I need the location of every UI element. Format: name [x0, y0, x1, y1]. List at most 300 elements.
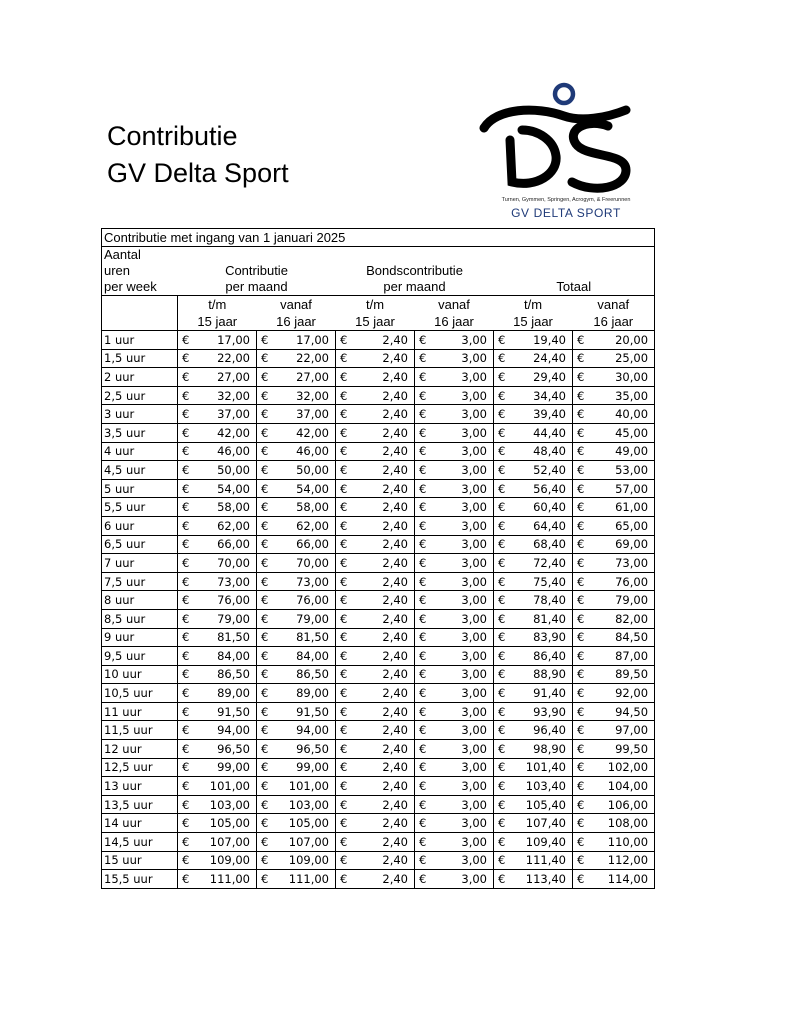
currency-symbol: € [573, 647, 591, 666]
amount-cell: 20,00 [591, 331, 655, 350]
amount-cell: 82,00 [591, 609, 655, 628]
currency-symbol: € [336, 609, 354, 628]
amount-cell: 45,00 [591, 423, 655, 442]
table-row [102, 740, 655, 759]
table-row [102, 684, 655, 703]
amount-cell: 3,00 [433, 870, 494, 889]
amount-cell: 109,40 [512, 833, 573, 852]
table-row [102, 702, 655, 721]
amount-cell: 105,40 [512, 795, 573, 814]
amount-cell: 2,40 [354, 349, 415, 368]
table-row [102, 647, 655, 666]
amount-cell: 2,40 [354, 516, 415, 535]
table-row [102, 461, 655, 480]
row-label: 15 uur [102, 851, 178, 870]
subheader-age-15: 15 jaar [336, 313, 415, 331]
amount-cell: 107,00 [275, 833, 336, 852]
table-row [102, 331, 655, 350]
amount-cell: 64,40 [512, 516, 573, 535]
currency-symbol: € [257, 609, 275, 628]
amount-cell: 70,00 [275, 554, 336, 573]
header-bonds-period: per maand [336, 279, 494, 296]
currency-symbol: € [494, 702, 512, 721]
currency-symbol: € [178, 833, 196, 852]
currency-symbol: € [336, 331, 354, 350]
amount-cell: 2,40 [354, 740, 415, 759]
subheader-vanaf: vanaf [280, 297, 312, 312]
currency-symbol: € [573, 349, 591, 368]
amount-cell: 2,40 [354, 647, 415, 666]
currency-symbol: € [573, 535, 591, 554]
amount-cell: 66,00 [196, 535, 257, 554]
currency-symbol: € [573, 721, 591, 740]
amount-cell: 105,00 [275, 814, 336, 833]
currency-symbol: € [178, 461, 196, 480]
row-label: 3 uur [102, 405, 178, 424]
currency-symbol: € [494, 684, 512, 703]
currency-symbol: € [336, 479, 354, 498]
currency-symbol: € [494, 870, 512, 889]
table-row [102, 423, 655, 442]
currency-symbol: € [494, 368, 512, 387]
currency-symbol: € [336, 386, 354, 405]
currency-symbol: € [336, 870, 354, 889]
amount-cell: 58,00 [196, 498, 257, 517]
table-row [102, 516, 655, 535]
currency-symbol: € [257, 777, 275, 796]
row-label: 14 uur [102, 814, 178, 833]
currency-symbol: € [257, 554, 275, 573]
row-label: 15,5 uur [102, 870, 178, 889]
currency-symbol: € [415, 777, 433, 796]
amount-cell: 76,00 [591, 572, 655, 591]
amount-cell: 57,00 [591, 479, 655, 498]
subheader-age-15: 15 jaar [494, 313, 573, 331]
amount-cell: 89,00 [275, 684, 336, 703]
amount-cell: 79,00 [591, 591, 655, 610]
amount-cell: 30,00 [591, 368, 655, 387]
amount-cell: 3,00 [433, 554, 494, 573]
contribution-table [101, 228, 655, 889]
currency-symbol: € [573, 684, 591, 703]
row-label: 11,5 uur [102, 721, 178, 740]
currency-symbol: € [494, 665, 512, 684]
amount-cell: 50,00 [196, 461, 257, 480]
subheader-tm: t/m [365, 297, 385, 312]
row-label: 6,5 uur [102, 535, 178, 554]
subheader-tm: t/m [208, 297, 227, 312]
amount-cell: 2,40 [354, 721, 415, 740]
currency-symbol: € [257, 331, 275, 350]
currency-symbol: € [336, 516, 354, 535]
currency-symbol: € [336, 795, 354, 814]
row-label: 7 uur [102, 554, 178, 573]
row-header-line2: uren [102, 263, 178, 279]
currency-symbol: € [178, 814, 196, 833]
amount-cell: 113,40 [512, 870, 573, 889]
row-label: 8 uur [102, 591, 178, 610]
currency-symbol: € [257, 442, 275, 461]
row-label: 14,5 uur [102, 833, 178, 852]
currency-symbol: € [573, 554, 591, 573]
currency-symbol: € [415, 609, 433, 628]
amount-cell: 3,00 [433, 516, 494, 535]
amount-cell: 81,50 [275, 628, 336, 647]
currency-symbol: € [257, 591, 275, 610]
table-row [102, 814, 655, 833]
amount-cell: 104,00 [591, 777, 655, 796]
amount-cell: 3,00 [433, 777, 494, 796]
amount-cell: 94,00 [275, 721, 336, 740]
amount-cell: 39,40 [512, 405, 573, 424]
currency-symbol: € [178, 331, 196, 350]
table-row [102, 535, 655, 554]
currency-symbol: € [178, 684, 196, 703]
currency-symbol: € [178, 609, 196, 628]
amount-cell: 3,00 [433, 721, 494, 740]
currency-symbol: € [257, 405, 275, 424]
amount-cell: 109,00 [275, 851, 336, 870]
currency-symbol: € [573, 628, 591, 647]
delta-sport-logo [476, 70, 656, 225]
currency-symbol: € [415, 442, 433, 461]
currency-symbol: € [415, 349, 433, 368]
currency-symbol: € [494, 442, 512, 461]
amount-cell: 69,00 [591, 535, 655, 554]
currency-symbol: € [336, 405, 354, 424]
currency-symbol: € [178, 758, 196, 777]
currency-symbol: € [494, 479, 512, 498]
currency-symbol: € [573, 498, 591, 517]
table-row [102, 554, 655, 573]
row-label: 9,5 uur [102, 647, 178, 666]
amount-cell: 3,00 [433, 833, 494, 852]
page-subtitle: GV Delta Sport [107, 158, 289, 188]
currency-symbol: € [336, 758, 354, 777]
currency-symbol: € [494, 833, 512, 852]
currency-symbol: € [336, 535, 354, 554]
amount-cell: 101,00 [275, 777, 336, 796]
currency-symbol: € [494, 405, 512, 424]
currency-symbol: € [336, 554, 354, 573]
currency-symbol: € [415, 833, 433, 852]
currency-symbol: € [178, 386, 196, 405]
row-label: 9 uur [102, 628, 178, 647]
amount-cell: 3,00 [433, 405, 494, 424]
currency-symbol: € [573, 405, 591, 424]
table-row [102, 851, 655, 870]
amount-cell: 37,00 [196, 405, 257, 424]
table-row [102, 795, 655, 814]
amount-cell: 84,50 [591, 628, 655, 647]
currency-symbol: € [415, 368, 433, 387]
amount-cell: 103,00 [275, 795, 336, 814]
amount-cell: 87,00 [591, 647, 655, 666]
gymnast-logo-icon [476, 70, 656, 200]
currency-symbol: € [178, 721, 196, 740]
currency-symbol: € [415, 851, 433, 870]
amount-cell: 2,40 [354, 684, 415, 703]
amount-cell: 73,00 [591, 554, 655, 573]
amount-cell: 25,00 [591, 349, 655, 368]
amount-cell: 35,00 [591, 386, 655, 405]
currency-symbol: € [415, 423, 433, 442]
amount-cell: 3,00 [433, 628, 494, 647]
amount-cell: 2,40 [354, 870, 415, 889]
table-row [102, 665, 655, 684]
amount-cell: 94,00 [196, 721, 257, 740]
amount-cell: 2,40 [354, 758, 415, 777]
currency-symbol: € [573, 740, 591, 759]
amount-cell: 3,00 [433, 368, 494, 387]
currency-symbol: € [336, 442, 354, 461]
amount-cell: 19,40 [512, 331, 573, 350]
currency-symbol: € [415, 591, 433, 610]
amount-cell: 2,40 [354, 479, 415, 498]
amount-cell: 60,40 [512, 498, 573, 517]
currency-symbol: € [257, 758, 275, 777]
subheader-age-15: 15 jaar [178, 313, 257, 331]
amount-cell: 61,00 [591, 498, 655, 517]
currency-symbol: € [178, 498, 196, 517]
currency-symbol: € [336, 591, 354, 610]
currency-symbol: € [573, 795, 591, 814]
currency-symbol: € [257, 461, 275, 480]
amount-cell: 107,40 [512, 814, 573, 833]
amount-cell: 34,40 [512, 386, 573, 405]
amount-cell: 2,40 [354, 572, 415, 591]
table-row [102, 498, 655, 517]
table-row [102, 591, 655, 610]
amount-cell: 78,40 [512, 591, 573, 610]
subheader-vanaf: vanaf [573, 296, 655, 314]
amount-cell: 2,40 [354, 423, 415, 442]
amount-cell: 3,00 [433, 572, 494, 591]
currency-symbol: € [178, 572, 196, 591]
amount-cell: 86,50 [196, 665, 257, 684]
currency-symbol: € [415, 572, 433, 591]
currency-symbol: € [257, 516, 275, 535]
row-label: 3,5 uur [102, 423, 178, 442]
currency-symbol: € [415, 554, 433, 573]
currency-symbol: € [573, 572, 591, 591]
amount-cell: 109,00 [196, 851, 257, 870]
currency-symbol: € [257, 498, 275, 517]
currency-symbol: € [494, 609, 512, 628]
currency-symbol: € [336, 665, 354, 684]
amount-cell: 66,00 [275, 535, 336, 554]
currency-symbol: € [494, 516, 512, 535]
currency-symbol: € [178, 647, 196, 666]
currency-symbol: € [415, 795, 433, 814]
currency-symbol: € [573, 702, 591, 721]
amount-cell: 111,40 [512, 851, 573, 870]
amount-cell: 106,00 [591, 795, 655, 814]
subheader-tm: t/m [523, 297, 543, 312]
amount-cell: 102,00 [591, 758, 655, 777]
subheader-age-16: 16 jaar [257, 313, 336, 331]
currency-symbol: € [494, 851, 512, 870]
amount-cell: 17,00 [196, 331, 257, 350]
amount-cell: 3,00 [433, 498, 494, 517]
amount-cell: 111,00 [196, 870, 257, 889]
currency-symbol: € [336, 498, 354, 517]
amount-cell: 2,40 [354, 851, 415, 870]
amount-cell: 46,00 [196, 442, 257, 461]
table-row [102, 758, 655, 777]
currency-symbol: € [573, 851, 591, 870]
currency-symbol: € [336, 572, 354, 591]
currency-symbol: € [336, 368, 354, 387]
currency-symbol: € [494, 386, 512, 405]
table-row [102, 368, 655, 387]
currency-symbol: € [415, 498, 433, 517]
currency-symbol: € [415, 758, 433, 777]
currency-symbol: € [573, 368, 591, 387]
table-row [102, 833, 655, 852]
amount-cell: 83,90 [512, 628, 573, 647]
amount-cell: 2,40 [354, 702, 415, 721]
header-totaal: Totaal [494, 279, 655, 296]
currency-symbol: € [415, 628, 433, 647]
row-label: 6 uur [102, 516, 178, 535]
currency-symbol: € [494, 554, 512, 573]
currency-symbol: € [257, 368, 275, 387]
amount-cell: 3,00 [433, 591, 494, 610]
row-label: 2,5 uur [102, 386, 178, 405]
amount-cell: 3,00 [433, 758, 494, 777]
currency-symbol: € [415, 684, 433, 703]
table-row [102, 870, 655, 889]
amount-cell: 96,40 [512, 721, 573, 740]
amount-cell: 42,00 [275, 423, 336, 442]
currency-symbol: € [494, 591, 512, 610]
currency-symbol: € [494, 572, 512, 591]
amount-cell: 96,50 [275, 740, 336, 759]
amount-cell: 84,00 [196, 647, 257, 666]
currency-symbol: € [415, 870, 433, 889]
currency-symbol: € [257, 628, 275, 647]
currency-symbol: € [573, 423, 591, 442]
row-header-line1: Aantal [102, 247, 178, 264]
currency-symbol: € [178, 591, 196, 610]
amount-cell: 2,40 [354, 535, 415, 554]
amount-cell: 101,40 [512, 758, 573, 777]
currency-symbol: € [494, 461, 512, 480]
currency-symbol: € [336, 628, 354, 647]
amount-cell: 110,00 [591, 833, 655, 852]
currency-symbol: € [336, 349, 354, 368]
currency-symbol: € [415, 814, 433, 833]
currency-symbol: € [257, 479, 275, 498]
amount-cell: 40,00 [591, 405, 655, 424]
row-label: 2 uur [102, 368, 178, 387]
currency-symbol: € [415, 386, 433, 405]
amount-cell: 2,40 [354, 368, 415, 387]
amount-cell: 84,00 [275, 647, 336, 666]
currency-symbol: € [494, 814, 512, 833]
currency-symbol: € [415, 331, 433, 350]
currency-symbol: € [573, 833, 591, 852]
amount-cell: 54,00 [275, 479, 336, 498]
currency-symbol: € [336, 740, 354, 759]
currency-symbol: € [573, 461, 591, 480]
row-label: 4 uur [102, 442, 178, 461]
currency-symbol: € [178, 535, 196, 554]
table-row [102, 386, 655, 405]
amount-cell: 81,40 [512, 609, 573, 628]
amount-cell: 92,00 [591, 684, 655, 703]
amount-cell: 86,50 [275, 665, 336, 684]
currency-symbol: € [178, 423, 196, 442]
currency-symbol: € [257, 721, 275, 740]
amount-cell: 2,40 [354, 833, 415, 852]
amount-cell: 81,50 [196, 628, 257, 647]
currency-symbol: € [415, 647, 433, 666]
amount-cell: 73,00 [275, 572, 336, 591]
amount-cell: 2,40 [354, 814, 415, 833]
currency-symbol: € [415, 405, 433, 424]
table-row [102, 777, 655, 796]
currency-symbol: € [336, 684, 354, 703]
currency-symbol: € [257, 702, 275, 721]
currency-symbol: € [573, 777, 591, 796]
amount-cell: 22,00 [196, 349, 257, 368]
amount-cell: 114,00 [591, 870, 655, 889]
currency-symbol: € [178, 554, 196, 573]
row-label: 13,5 uur [102, 795, 178, 814]
currency-symbol: € [573, 814, 591, 833]
amount-cell: 2,40 [354, 461, 415, 480]
amount-cell: 108,00 [591, 814, 655, 833]
currency-symbol: € [257, 833, 275, 852]
amount-cell: 3,00 [433, 461, 494, 480]
amount-cell: 2,40 [354, 554, 415, 573]
header-contributie: Contributie [225, 263, 288, 278]
amount-cell: 3,00 [433, 386, 494, 405]
table-row [102, 479, 655, 498]
amount-cell: 27,00 [196, 368, 257, 387]
currency-symbol: € [257, 572, 275, 591]
amount-cell: 93,90 [512, 702, 573, 721]
currency-symbol: € [415, 740, 433, 759]
amount-cell: 2,40 [354, 609, 415, 628]
currency-symbol: € [257, 740, 275, 759]
subheader-vanaf: vanaf [438, 297, 470, 312]
amount-cell: 75,40 [512, 572, 573, 591]
currency-symbol: € [336, 777, 354, 796]
row-label: 5,5 uur [102, 498, 178, 517]
currency-symbol: € [257, 535, 275, 554]
currency-symbol: € [573, 516, 591, 535]
currency-symbol: € [336, 833, 354, 852]
currency-symbol: € [178, 405, 196, 424]
amount-cell: 91,40 [512, 684, 573, 703]
currency-symbol: € [336, 647, 354, 666]
amount-cell: 62,00 [275, 516, 336, 535]
amount-cell: 50,00 [275, 461, 336, 480]
amount-cell: 3,00 [433, 535, 494, 554]
amount-cell: 2,40 [354, 591, 415, 610]
currency-symbol: € [415, 461, 433, 480]
amount-cell: 3,00 [433, 647, 494, 666]
currency-symbol: € [257, 795, 275, 814]
page-title: Contributie [107, 121, 238, 151]
currency-symbol: € [178, 777, 196, 796]
amount-cell: 3,00 [433, 349, 494, 368]
amount-cell: 3,00 [433, 331, 494, 350]
amount-cell: 76,00 [196, 591, 257, 610]
